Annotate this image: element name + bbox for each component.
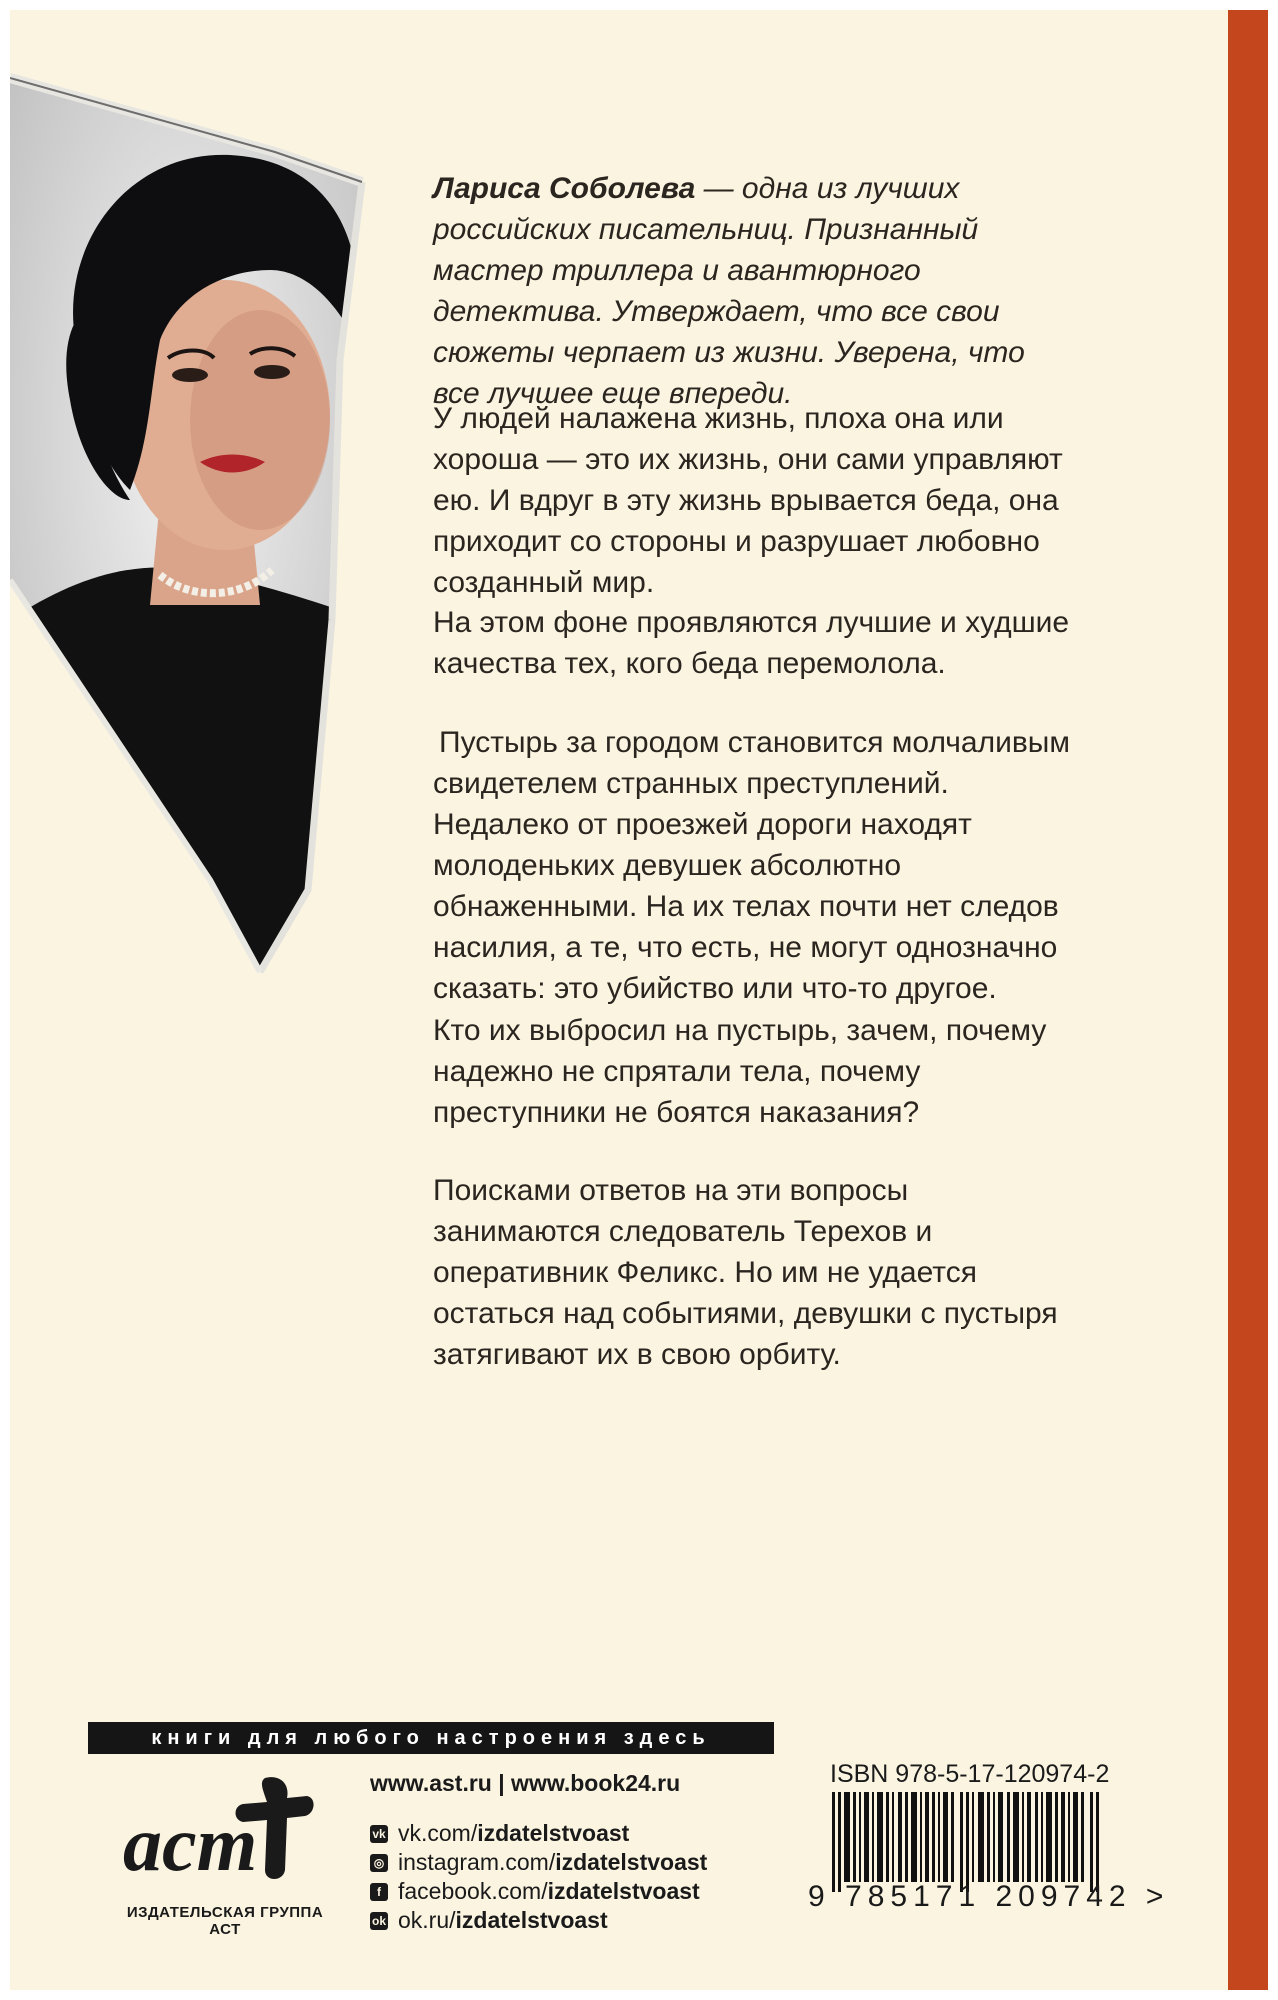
instagram-icon: ◎ xyxy=(370,1854,388,1872)
publisher-links xyxy=(370,1770,707,1935)
annotation-paragraph-4: Кто их выбросил на пустырь, зачем, почему надежно не спрятали тела, почему преступники не боятся наказания? xyxy=(433,1014,1047,1129)
publisher-name: ИЗДАТЕЛЬСКАЯ ГРУППА АСТ xyxy=(126,1904,324,1938)
isbn: ISBN 978-5-17-120974-2 xyxy=(830,1760,1110,1788)
annotation-paragraph-5: Поисками ответов на эти вопросы занимаются следователь Терехов и оперативник Феликс. Но им не удается остаться над событиями, девушки с пустыря затягивают их в свою орбиту. xyxy=(433,1174,1058,1371)
social-link-ok[interactable]: ok ok.ru/ izdatelstvoast xyxy=(371,1907,608,1933)
author-bio-text: — одна из лучших российских писательниц. Признанный мастер триллера и авантюрного детектива. Утверждает, что все свои сюжеты черпает из жизни. Уверена, что все лучшее еще впереди. xyxy=(433,172,1025,410)
logo-text: аст xyxy=(123,1800,258,1887)
social-link-instagram[interactable]: ◎ instagram.com/ izdatelstvoast xyxy=(370,1848,707,1877)
author-bio xyxy=(433,168,1073,414)
vk-icon: vk xyxy=(370,1825,388,1843)
social-link-facebook[interactable]: f facebook.com/ izdatelstvoast xyxy=(370,1877,707,1906)
ast-logo xyxy=(115,1770,315,1890)
social-link-vk[interactable]: vk vk.com/ izdatelstvoast xyxy=(370,1819,707,1848)
annotation-paragraph-2: На этом фоне проявляются лучшие и худшие качества тех, кого беда перемолола. xyxy=(433,606,1070,680)
author-photo xyxy=(10,60,370,990)
barcode xyxy=(832,1792,1102,1892)
annotation-paragraph-1: У людей налажена жизнь, плоха она или хороша — это их жизнь, они сами управляют ею. И вдруг в эту жизнь врывается беда, она приходит со стороны и разрушает любовно созданный мир. xyxy=(433,402,1063,599)
annotation-paragraph-3: Пустырь за городом становится молчаливым свидетелем странных преступлений. Недалеко от проезжей дороги находят молоденьких девушек абсолютно обнаженными. На их телах почти нет следов насилия, а те, что есть, не могут однозначно сказать: это убийство или что-то другое. xyxy=(433,726,1070,1005)
ok-icon: ok xyxy=(371,1913,386,1928)
tagline-bar: книги для любого настроения здесь xyxy=(88,1722,774,1754)
ean-number: 9 785171 209742 > xyxy=(808,1880,1170,1913)
facebook-icon: f xyxy=(370,1883,388,1901)
author-name: Лариса Соболева xyxy=(433,172,696,205)
website-links[interactable]: www.ast.ru | www.book24.ru xyxy=(370,1770,681,1796)
spine-stripe xyxy=(1228,10,1268,1990)
